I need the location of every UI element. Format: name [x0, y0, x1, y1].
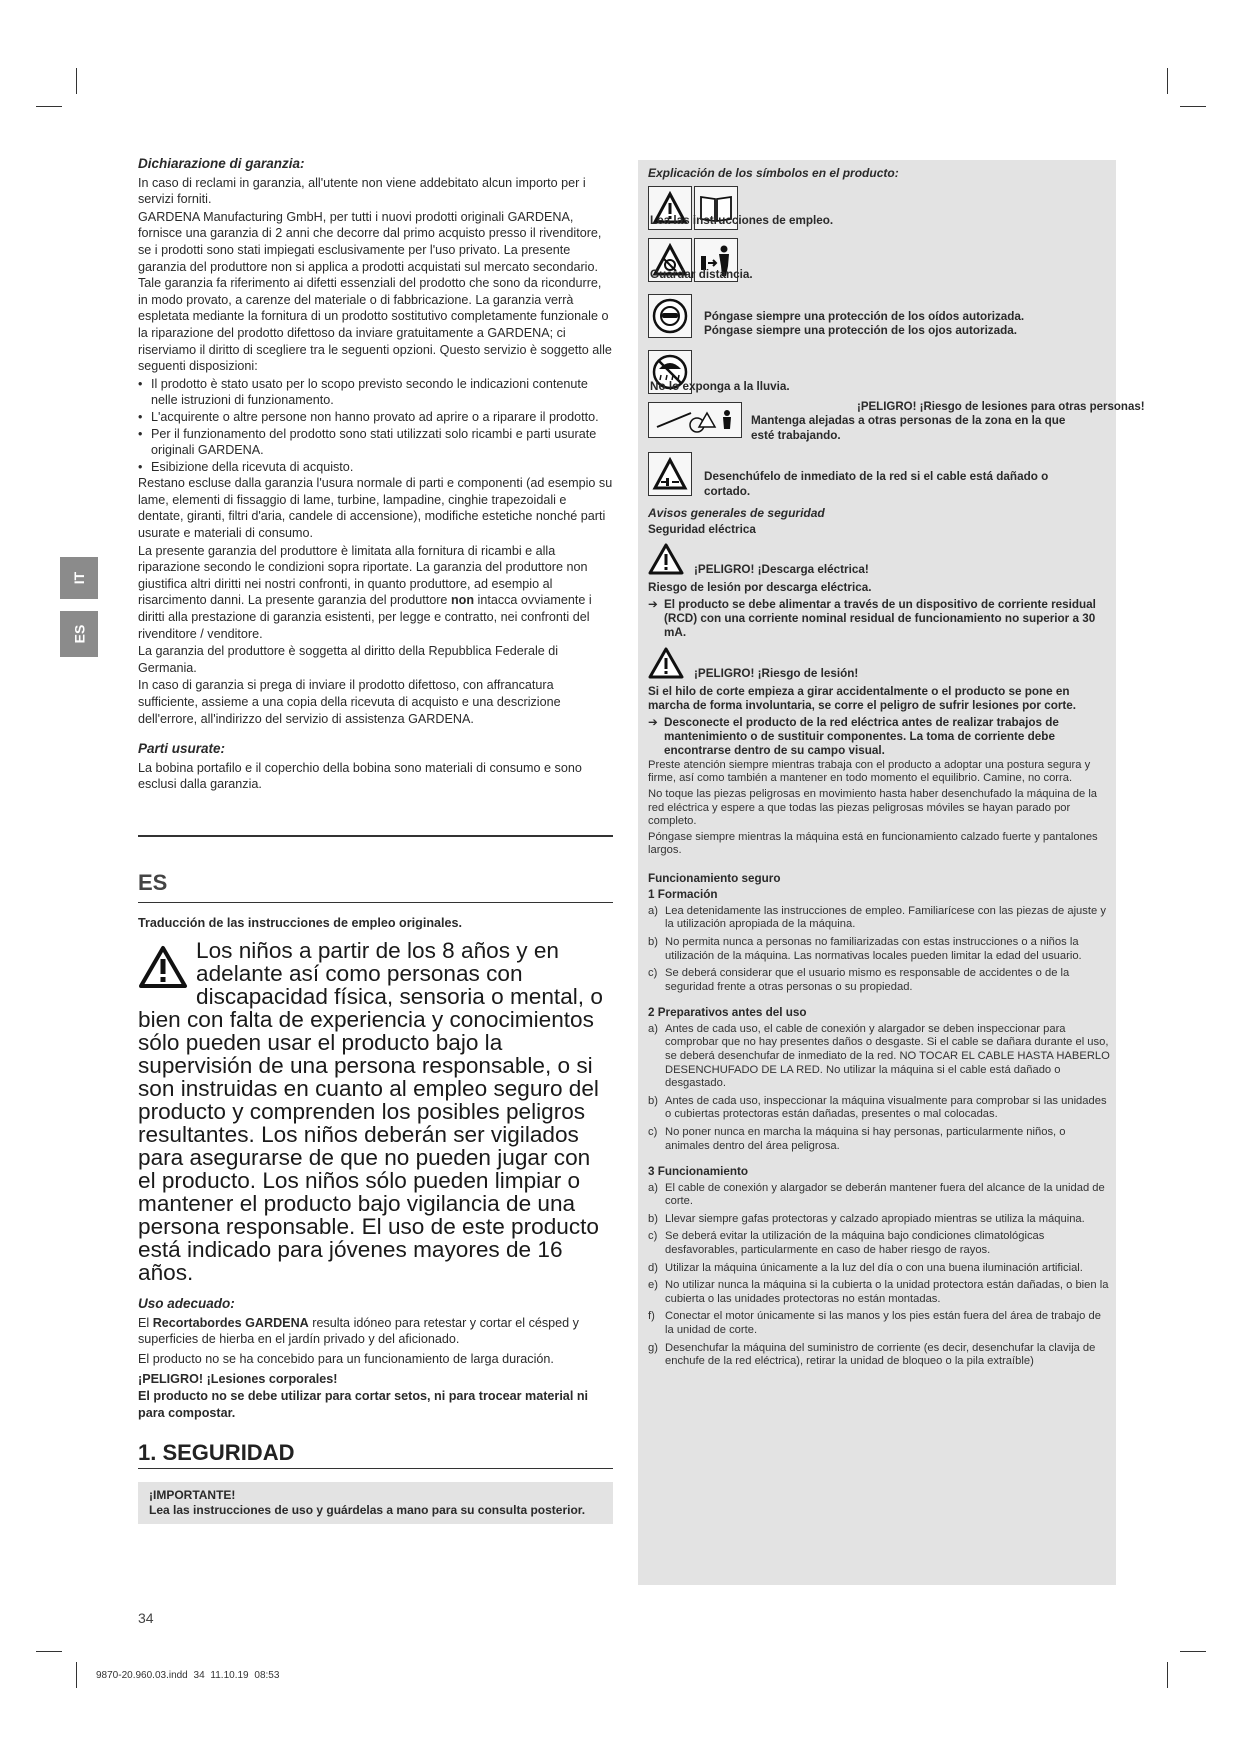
arrow-icon: ➔	[648, 715, 658, 729]
safety-paragraph: No toque las piezas peligrosas en movimiento hasta haber desenchufado la máquina de la red eléctrica y espere a que todas las piezas peligrosas móviles se hayan parado por completo.	[648, 788, 1098, 828]
seguridad-electrica: Seguridad eléctrica	[648, 522, 756, 536]
crop-mark	[36, 1651, 62, 1652]
section-divider	[138, 835, 613, 837]
section-1-title: 1 Formación	[648, 888, 718, 902]
list-item: a) Lea detenidamente las instrucciones de empleo. Familiarícese con las piezas de ajuste y la utilización apropiada de la máquina.	[648, 904, 1106, 931]
uso-paragraph: El producto no se ha concebido para un funcionamiento de larga duración.	[138, 1351, 554, 1366]
warning-triangle-icon	[138, 945, 188, 989]
es-heading: ES	[138, 869, 168, 895]
section-2-title: 2 Preparativos antes del uso	[648, 1006, 807, 1020]
importante-text: Lea las instrucciones de uso y guárdelas a mano para su consulta posterior.	[149, 1502, 586, 1517]
crop-mark	[1180, 106, 1206, 107]
symbol-label: ¡PELIGRO! ¡Riesgo de lesiones para otras personas!	[857, 401, 1145, 414]
warning-triangle-icon	[648, 543, 684, 575]
symbol-row-rain	[648, 350, 1110, 402]
symbol-row-protection	[648, 294, 1110, 350]
list-item: • Il prodotto è stato usato per lo scopo previsto secondo le indicazioni contenute nelle istruzioni di funzionamento.	[138, 376, 613, 409]
language-tab-it: IT	[60, 557, 98, 599]
simbolos-title: Explicación de los símbolos en el producto:	[648, 166, 899, 180]
list-item: • Esibizione della ricevuta di acquisto.	[138, 459, 613, 476]
symbol-label: Lea las instrucciones de empleo.	[650, 214, 834, 228]
symbol-label: No lo exponga a la lluvia.	[650, 380, 790, 394]
garanzia-paragraph: GARDENA Manufacturing GmbH, per tutti i nuovi prodotti originali GARDENA, fornisce una garanzia di 2 anni che decorre dal primo acquisto presso il rivenditore, se i prodotti sono stati impiegati esclusivamente per l'uso privato. La presente garanzia del produttore non si applica a prodotti acquistati sul mercato secondario. Tale garanzia fa riferimento ai difetti essenziali del prodotto che sono da ricondurre, in modo provato, a carenze del materiale o di fabbricazione. La garanzia verrà espletata mediante la fornitura di un prodotto sostitutivo completamente funzionale o la riparazione del prodotto difettoso da inviare gratuitamente a GARDENA; ci riserviamo il diritto di scegliere tra le seguenti opzioni. Questo servizio è soggetto alle seguenti disposizioni:	[138, 209, 612, 374]
peligro-lesion-row	[648, 647, 1110, 685]
peligro-descarga-row	[648, 543, 1110, 581]
symbol-label: Póngase siempre una protección de los oídos autorizada.	[704, 310, 1025, 324]
list-item: a) El cable de conexión y alargador se deberán mantener fuera del alcance de la unidad de corte.	[648, 1181, 1105, 1208]
safety-paragraph: Preste atención siempre mientras trabaja con el producto a adoptar una postura segura y firme, así como también a mantener en todo momento el equilibrio. Camine, no corra.	[648, 758, 1091, 785]
file-info: 9870-20.960.03.indd 34 11.10.19 08:53	[96, 1670, 280, 1681]
garanzia-paragraph: La presente garanzia del produttore è limitata alla fornitura di ricambi e alla riparazione secondo le condizioni sopra riportate. La garanzia del produttore non giustifica altri diritti nei nostri confronti, in quanto produttore, ad esempio al risarcimento danni. La presente garanzia del produttore non intacca ovviamente i diritti alla prestazione di garanzia esistenti, per legge e contratto, nei confronti del rivenditore / venditore.	[138, 543, 592, 641]
garanzia-title: Dichiarazione di garanzia:	[138, 156, 305, 171]
list-item: • L'acquirente o altre persone non hanno provato ad aprire o a riparare il prodotto.	[138, 409, 613, 426]
riesgo-descarga: Riesgo de lesión por descarga eléctrica.	[648, 581, 872, 595]
list-item: c) Se deberá considerar que el usuario mismo es responsable de accidentes o de la seguridad frente a otras personas o su propiedad.	[648, 967, 1070, 993]
section-divider	[138, 902, 613, 903]
section-divider	[138, 1468, 613, 1469]
importante-title: ¡IMPORTANTE!	[149, 1487, 236, 1502]
rcd-instruction: ➔ El producto se debe alimentar a través de un dispositivo de corriente residual (RCD) con una corriente nominal residual de funcionamiento no superior a 30 mA.	[648, 597, 1096, 640]
symbol-label: Guardar distancia.	[650, 268, 753, 282]
children-warning	[138, 939, 613, 1284]
warning-triangle-icon	[648, 647, 684, 679]
parti-title: Parti usurate:	[138, 741, 226, 757]
funcionamiento-seguro-title: Funcionamiento seguro	[648, 872, 781, 886]
garanzia-paragraph: In caso di reclami in garanzia, all'utente non viene addebitato alcun importo per i servizi forniti.	[138, 175, 586, 207]
section-3-title: 3 Funcionamiento	[648, 1165, 749, 1179]
garanzia-paragraph: Restano escluse dalla garanzia l'usura normale di parti e componenti (ad esempio su lame, elementi di fissaggio di lame, turbine, lampadine, cinghie trapezoidali e dentate, giranti, filtri d'aria, candele di accensione), modifiche estetiche nonché parti usurate e materiali di consumo.	[138, 476, 613, 541]
list-item: g) Desenchufar la máquina del suministro de corriente (es decir, desenchufar la clavija de enchufe de la red eléctrica), retirar la unidad de bloqueo o la pila extraíble)	[648, 1341, 1096, 1368]
symbol-label: Póngase siempre una protección de los ojos autorizada.	[704, 324, 1018, 338]
garanzia-paragraph: In caso di garanzia si prega di inviare il prodotto difettoso, con affrancatura sufficiente, assieme a una copia della ricevuta di acquisto e una descrizione dell'errore, all'indirizzo del servizio di assistenza GARDENA.	[138, 678, 561, 726]
crop-mark	[1167, 68, 1168, 94]
crop-mark	[76, 1662, 77, 1688]
peligro-lesion: ¡PELIGRO! ¡Riesgo de lesión!	[694, 666, 859, 680]
arrow-icon: ➔	[648, 597, 658, 611]
list-item: f) Conectar el motor únicamente si las manos y los pies están fuera del área de trabajo de la unidad de corte.	[648, 1310, 1101, 1336]
garanzia-paragraph: La garanzia del produttore è soggetta al diritto della Repubblica Federale di Germania.	[138, 644, 559, 675]
peligro-title: ¡PELIGRO! ¡Lesiones corporales!	[138, 1371, 338, 1386]
page-number: 34	[138, 1610, 154, 1626]
crop-mark	[76, 68, 77, 94]
symbol-label: Desenchúfelo de inmediato de la red si el cable está dañado o cortado.	[704, 470, 1049, 498]
seguridad-heading: 1. SEGURIDAD	[138, 1440, 295, 1466]
keep-people-away-icon	[648, 402, 742, 438]
traduccion-title: Traducción de las instrucciones de empleo originales.	[138, 915, 463, 930]
list-item: b) Antes de cada uso, inspeccionar la máquina visualmente para comprobar si las unidades o cubiertas protectoras están dañadas, presentes o mal colocadas.	[648, 1094, 1107, 1121]
parti-paragraph: La bobina portafilo e il coperchio della bobina sono materiali di consumo e sono esclusi dalla garanzia.	[138, 760, 582, 792]
hilo-warning: Si el hilo de corte empieza a girar accidentalmente o el producto se pone en marcha de forma involuntaria, se corre el peligro de sufrir lesiones por corte.	[648, 684, 1077, 713]
list-item: a) Antes de cada uso, el cable de conexión y alargador se deben inspeccionar para comprobar que no hay presentes daños o desgaste. Si el cable se dañara durante el uso, se deberá desenchufar de inmediato de la red. NO TOCAR EL CABLE HASTA HABERLO DESENCHUFADO DE LA RED. No utilizar la máquina si el cable está dañado o desgastado.	[648, 1022, 1110, 1090]
symbol-row-keep-distance	[648, 236, 1110, 294]
list-item: c) Se deberá evitar la utilización de la máquina bajo condiciones climatológicas desfavorables, particularmente en caso de haber riesgo de rayos.	[648, 1230, 1045, 1256]
ear-eye-protection-icon	[648, 294, 692, 338]
right-column	[638, 160, 1145, 1585]
crop-mark	[36, 106, 62, 107]
safety-paragraph: Póngase siempre mientras la máquina está en funcionamiento calzado fuerte y pantalones largos.	[648, 830, 1098, 857]
avisos-title: Avisos generales de seguridad	[648, 506, 825, 521]
list-item: b) Llevar siempre gafas protectoras y calzado apropiado mientras se utiliza la máquina.	[648, 1212, 1085, 1225]
crop-mark	[1180, 1651, 1206, 1652]
list-item: b) No permita nunca a personas no familiarizadas con estas instrucciones o a niños la utilización de la máquina. Las normativas locales pueden limitar la edad del usuario.	[648, 936, 1082, 962]
list-item: • Per il funzionamento del prodotto sono stati utilizzati solo ricambi e parti usurate originali GARDENA.	[138, 426, 613, 459]
importante-box	[138, 1482, 613, 1524]
left-column	[138, 156, 613, 1524]
list-item: e) No utilizar nunca la máquina si la cubierta o la unidad protectora están dañadas, o bien la cubierta o las unidades protectoras no están montadas.	[648, 1279, 1109, 1305]
symbol-row-others	[648, 401, 1145, 452]
symbol-row-unplug	[648, 452, 1110, 502]
language-tab-es: ES	[60, 611, 98, 657]
symbol-row-read-manual	[648, 186, 1110, 236]
peligro-text: El producto no se debe utilizar para cortar setos, ni para trocear material ni para compostar.	[138, 1389, 589, 1420]
children-warning-text: Los niños a partir de los 8 años y en adelante así como personas con discapacidad física, sensoria o mental, o bien con falta de experiencia y conocimientos sólo pueden usar el producto bajo la supervisión de una persona responsable, o si son instruidas en cuanto al empleo seguro del producto y comprenden los posibles peligros resultantes. Los niños deberán ser vigilados para asegurarse de que no pueden jugar con el producto. Los niños sólo pueden limpiar o mantener el producto bajo vigilancia de una persona responsable. El uso de este producto está indicado para jóvenes mayores de 16 años.	[138, 938, 603, 1286]
list-item: c) No poner nunca en marcha la máquina si hay personas, particularmente niños, o animales dentro del área peligrosa.	[648, 1125, 1066, 1152]
list-item: d) Utilizar la máquina únicamente a la luz del día o con una buena iluminación artificial.	[648, 1261, 1083, 1274]
crop-mark	[1167, 1662, 1168, 1688]
peligro-descarga: ¡PELIGRO! ¡Descarga eléctrica!	[694, 563, 869, 577]
symbol-label: Mantenga alejadas a otras personas de la zona en la que esté trabajando.	[751, 414, 1066, 442]
uso-title: Uso adecuado:	[138, 1296, 235, 1312]
desconecte-instruction: ➔ Desconecte el producto de la red eléctrica antes de realizar trabajos de mantenimiento o de sustituir componentes. La toma de corriente debe encontrarse dentro de su campo visual.	[648, 715, 1059, 758]
warning-icon	[648, 452, 692, 496]
uso-paragraph: El Recortabordes GARDENA resulta idóneo para retestar y cortar el césped y superficies de hierba en el jardín privado y del aficionado.	[138, 1315, 579, 1347]
